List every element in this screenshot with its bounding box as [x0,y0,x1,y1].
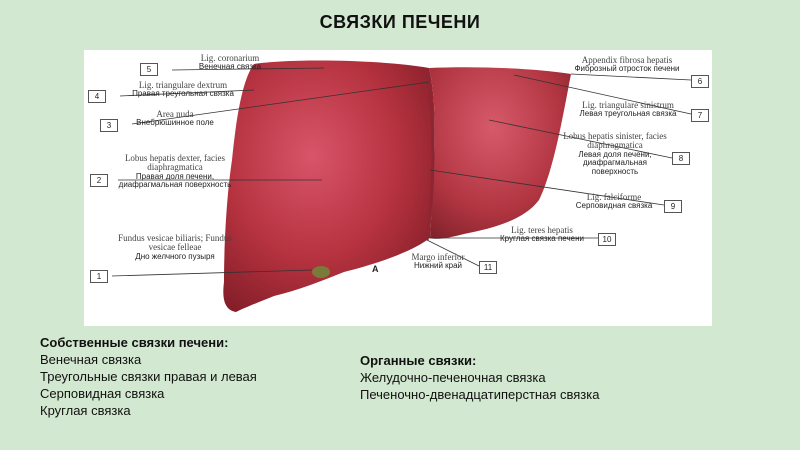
label-number-3: 3 [100,119,118,132]
label-right-lobe: Lobus hepatis dexter, facies diaphragmatica Правая доля печени, диафрагмальная поверхность [118,153,232,190]
label-left-lobe: Lobus hepatis sinister, facies diaphragmatica Левая доля печени, диафрагмальная поверхность [563,131,667,176]
label-number-10: 10 [598,233,616,246]
organ-ligaments-list [360,352,599,403]
label-area-nuda: Area nuda Внебрюшинное поле [136,109,214,128]
own-ligaments-heading: Собственные связки печени: [40,335,229,350]
label-number-11: 11 [479,261,497,274]
label-number-7: 7 [691,109,709,122]
slide-title: СВЯЗКИ ПЕЧЕНИ [319,12,481,32]
label-left-triangular-ligament: Lig. triangulare sinistrum Левая треугольная связка [579,100,677,119]
list-item: Венечная связка [40,352,142,367]
label-number-2: 2 [90,174,108,187]
organ-ligaments-heading: Органные связки: [360,353,477,368]
label-right-triangular-ligament: Lig. triangulare dextrum Правая треугольная связка [132,80,234,99]
label-gallbladder-fundus: Fundus vesicae biliaris; Fundus vesicae felleae Дно желчного пузыря [118,233,232,261]
label-falciform-ligament: Lig. falciforme Серповидная связка [575,192,653,211]
label-number-4: 4 [88,90,106,103]
label-round-ligament: Lig. teres hepatis Круглая связка печени [500,225,584,244]
liver-figure [84,50,712,326]
left-lobe [429,67,571,239]
list-item: Желудочно-печеночная связка [360,370,546,385]
own-ligaments-list [40,334,257,419]
label-appendix-fibrosa: Appendix fibrosa hepatis Фиброзный отросток печени [574,55,680,74]
label-number-5: 5 [140,63,158,76]
list-item: Печеночно-двенадцатиперстная связка [360,387,600,402]
gallbladder-fundus [312,266,330,278]
marker-a: A [372,264,379,274]
label-inferior-margin: Margo inferior Нижний край [411,252,465,271]
label-number-1: 1 [90,270,108,283]
label-number-6: 6 [691,75,709,88]
list-item: Серповидная связка [40,386,165,401]
label-number-8: 8 [672,152,690,165]
list-item: Треугольные связки правая и левая [40,369,257,384]
label-number-9: 9 [664,200,682,213]
list-item: Круглая связка [40,403,131,418]
label-coronary-ligament: Lig. coronarium Венечная связка [198,53,262,72]
